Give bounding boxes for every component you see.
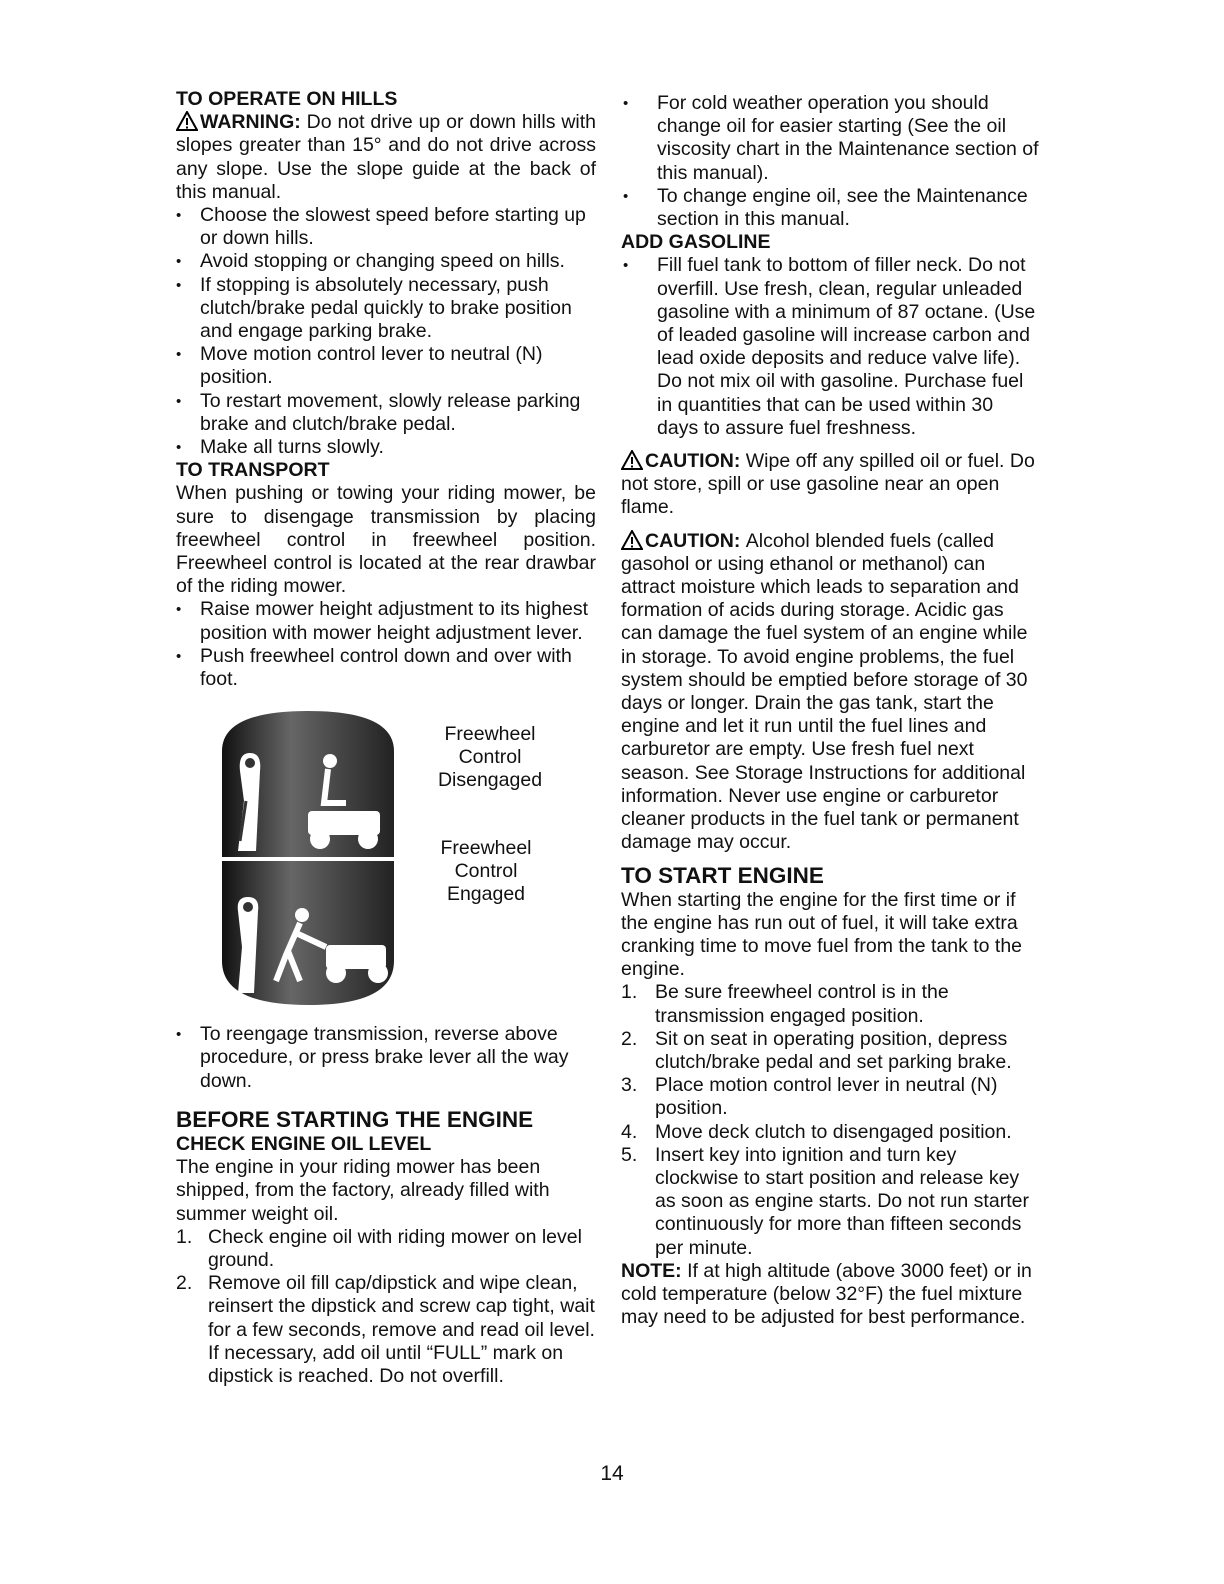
page-number: 14 <box>600 1462 624 1485</box>
hills-heading: TO OPERATE ON HILLS <box>176 88 398 110</box>
warning-label: WARNING: <box>176 111 307 133</box>
oil-text: The engine in your riding mower has been shipped, from the factory, already filled with summer weight oil. <box>176 1156 550 1225</box>
before-starting-heading: BEFORE STARTING THE ENGINE <box>176 1106 534 1132</box>
caption-disengaged: Freewheel Control Disengaged <box>437 723 543 792</box>
list-item: 1. Check engine oil with riding mower on level ground. <box>176 1225 582 1271</box>
list-item: 2. Remove oil fill cap/dipstick and wipe clean, reinsert the dipstick and screw cap tight, wait for a few seconds, remove and read oil level. If necessary, add oil until “FULL” mark on dipstick is reached. Do not overfill. <box>176 1272 595 1387</box>
right-column <box>621 92 1039 1329</box>
oil-bullet-list <box>621 92 1039 231</box>
gas-bullet-list <box>621 254 1039 440</box>
caption-engaged: Freewheel Control Engaged <box>440 837 532 906</box>
gas-heading: ADD GASOLINE <box>621 231 771 254</box>
hills-warning <box>176 111 596 204</box>
note-label: NOTE: <box>621 1259 682 1282</box>
transport-bullet-list <box>176 598 596 691</box>
list-item: • Make all turns slowly. <box>176 436 596 459</box>
list-item: • For cold weather operation you should change oil for easier starting (See the oil viscosity chart in the Maintenance section of this manual). <box>621 92 1039 185</box>
list-item: • To restart movement, slowly release parking brake and clutch/brake pedal. <box>176 390 596 436</box>
list-item: • Raise mower height adjustment to its highest position with mower height adjustment lever. <box>176 598 596 644</box>
list-item: • Avoid stopping or changing speed on hills. <box>176 250 596 273</box>
transport-heading: TO TRANSPORT <box>176 459 330 482</box>
list-item: • To change engine oil, see the Maintenance section in this manual. <box>621 185 1039 231</box>
list-item: 5. Insert key into ignition and turn key clockwise to start position and release key as soon as engine starts. Do not run starter continuously for more than fifteen seconds per minute. <box>621 1143 1029 1259</box>
start-engine-heading: TO START ENGINE <box>621 862 824 888</box>
oil-heading: CHECK ENGINE OIL LEVEL <box>176 1132 432 1155</box>
list-item: • Fill fuel tank to bottom of filler neck. Do not overfill. Use fresh, clean, regular unleaded gasoline with a minimum of 87 octane. (Use of leaded gasoline will increase carbon and lead oxide deposits and reduce valve life). Do not mix oil with gasoline. Purchase fuel in quantities that can be used within 30 days to assure fuel freshness. <box>621 254 1039 440</box>
left-column <box>176 88 596 1388</box>
list-item: 3. Place motion control lever in neutral (N) position. <box>621 1074 998 1120</box>
list-item: 2. Sit on seat in operating position, depress clutch/brake pedal and set parking brake. <box>621 1027 1012 1073</box>
reengage-list <box>176 1023 596 1093</box>
start-steps <box>621 981 1039 1259</box>
note-text: If at high altitude (above 3000 feet) or in cold temperature (below 32°F) the fuel mixture may need to be adjusted for best performance. <box>621 1259 1032 1329</box>
list-item: • To reengage transmission, reverse above procedure, or press brake lever all the way down. <box>176 1023 596 1093</box>
freewheel-illustration <box>216 711 400 1005</box>
list-item: 1. Be sure freewheel control is in the transmission engaged position. <box>621 981 949 1027</box>
list-item: • If stopping is absolutely necessary, push clutch/brake pedal quickly to brake position and engage parking brake. <box>176 274 596 344</box>
note <box>621 1260 1039 1330</box>
oil-steps <box>176 1226 596 1388</box>
warning-text: Do not drive up or down hills with slopes greater than 15° and do not drive across any slope. Use the slope guide at the back of this manual. <box>176 111 597 203</box>
caution-2: CAUTION: Alcohol blended fuels (called gasohol or using ethanol or methanol) can attract moisture which leads to separation and formation of acids during storage. Acidic gas can damage the fuel system of an engine while in storage. To avoid engine problems, the fuel system should be emptied before storage of 30 days or longer. Drain the gas tank, start the engine and let it run until the fuel lines and carburetor are empty. Use fresh fuel next season. See Storage Instructions for additional information. Never use engine or carburetor cleaner products in the fuel tank or permanent damage may occur. <box>621 529 1028 854</box>
warning-icon <box>176 111 198 131</box>
hills-bullet-list <box>176 204 596 459</box>
caution-icon <box>621 530 643 550</box>
start-text: When starting the engine for the first time or if the engine has run out of fuel, it will take extra cranking time to move fuel from the tank to the engine. <box>621 888 1023 981</box>
list-item: 4. Move deck clutch to disengaged position. <box>621 1120 1012 1143</box>
list-item: • Move motion control lever to neutral (N) position. <box>176 343 596 389</box>
freewheel-figure <box>176 711 596 1011</box>
list-item: • Push freewheel control down and over with foot. <box>176 645 596 691</box>
caution-1: CAUTION: Wipe off any spilled oil or fuel. Do not store, spill or use gasoline near an open flame. <box>621 450 1035 519</box>
transport-text: When pushing or towing your riding mower, be sure to disengage transmission by placing freewheel control in freewheel position. Freewheel control is located at the rear drawbar of the riding mower. <box>176 482 596 598</box>
list-item: • Choose the slowest speed before starting up or down hills. <box>176 204 596 250</box>
caution-icon <box>621 450 643 470</box>
